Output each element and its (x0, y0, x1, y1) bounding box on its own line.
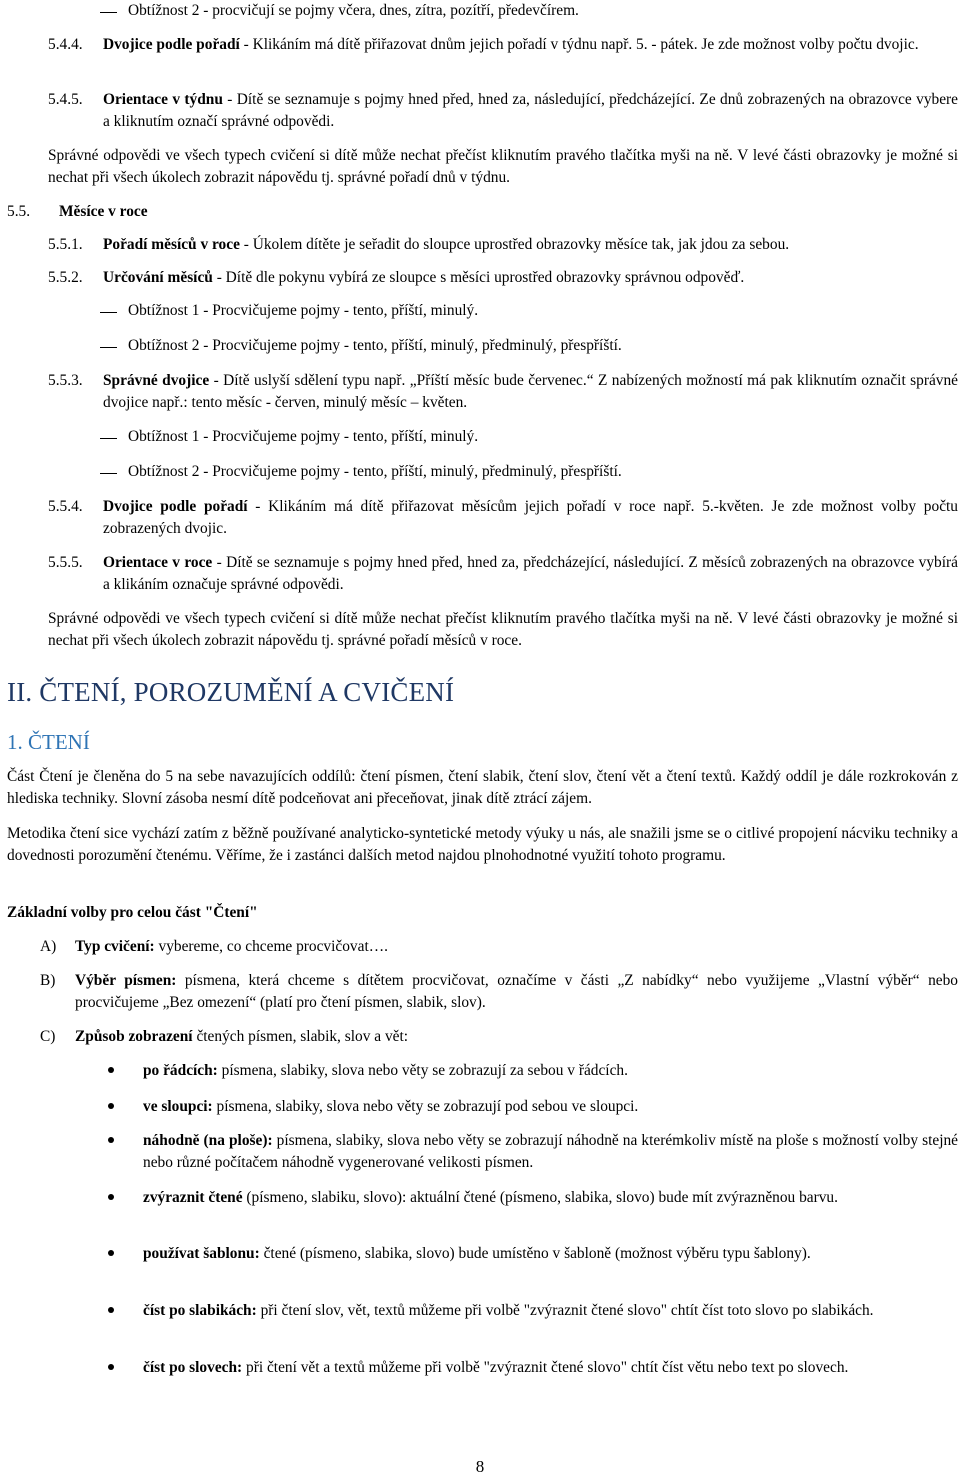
bullet-icon (108, 1307, 114, 1313)
option-a (75, 936, 958, 958)
option-text: čtených písmen, slabik, slov a vět: (192, 1028, 409, 1045)
section-number: 5.5. (7, 203, 31, 220)
section-5-5-4 (103, 496, 958, 540)
chapter-heading: II. ČTENÍ, POROZUMĚNÍ A CVIČENÍ (7, 677, 455, 707)
dash-marker (100, 312, 117, 313)
section-number: 5.5.2. (48, 269, 83, 286)
section-number: 5.5.3. (48, 372, 83, 389)
bullet-title: náhodně (na ploše): (143, 1132, 273, 1149)
bullet-item (143, 1096, 958, 1118)
intro-paragraph: Část Čtení je členěna do 5 na sebe navazujících oddílů: čtení písmen, čtení slabik, čtení slov, čtení vět a čtení textů. Každý oddíl je dále rozkrokován z hlediska techniky. Slovní zásoba nesmí dítě podceňovat ani přeceňovat, jinak dítě ztrácí zájem. (7, 768, 958, 807)
bullet-text: (písmeno, slabiku, slovo): aktuální čtené (písmeno, slabika, slovo) bude mít zvýrazněnou barvu. (242, 1189, 838, 1206)
dash-marker (100, 473, 117, 474)
bullet-icon (108, 1194, 114, 1200)
section-5-4-5 (103, 89, 958, 133)
section-title: Orientace v týdnu (103, 91, 223, 108)
difficulty-item: Obtížnost 2 - Procvičujeme pojmy - tento, příští, minulý, předminulý, přespříští. (128, 463, 622, 480)
bullet-text: písmena, slabiky, slova nebo věty se zobrazují náhodně na kterémkoliv místě na ploše s možností volby stejné nebo různé počítačem náhodně vygenerované velikosti písmen. (143, 1132, 958, 1171)
difficulty-item: Obtížnost 1 - Procvičujeme pojmy - tento, příští, minulý. (128, 302, 479, 319)
section-5-4-4 (103, 34, 958, 56)
bullet-title: číst po slovech: (143, 1359, 243, 1376)
bullet-text: při čtení slov, vět, textů můžeme při volbě "zvýraznit čtené slovo" chtít číst toto slovo po slabikách. (256, 1302, 874, 1319)
bullet-item (143, 1187, 958, 1209)
dash-marker (100, 438, 117, 439)
option-title: Výběr písmen: (75, 972, 177, 989)
bullet-text: písmena, slabiky, slova nebo věty se zobrazují pod sebou ve sloupci. (212, 1098, 639, 1115)
bullet-title: po řádcích: (143, 1062, 218, 1079)
section-title: Pořadí měsíců v roce (103, 236, 240, 253)
section-number: 5.5.1. (48, 236, 83, 253)
option-c (75, 1026, 958, 1048)
bullet-item (143, 1300, 958, 1322)
section-number: 5.5.5. (48, 554, 83, 571)
section-text: - Dítě dle pokynu vybírá ze sloupce s měsíci uprostřed obrazovky správnou odpověď. (212, 269, 745, 286)
option-text: vybereme, co chceme procvičovat…. (154, 938, 388, 955)
dash-marker (100, 12, 117, 13)
option-text: písmena, která chceme s dítětem procvičovat, označíme v části „Z nabídky“ nebo využijeme „Vlastní výběr“ nebo procvičujeme „Bez omezení“ (platí pro čtení písmen, slabik, slov). (75, 972, 959, 1011)
option-title: Typ cvičení: (75, 938, 155, 955)
bullet-title: číst po slabikách: (143, 1302, 257, 1319)
option-label: C) (40, 1028, 56, 1045)
bullet-icon (108, 1364, 114, 1370)
section-number: 5.5.4. (48, 498, 83, 515)
section-title: Dvojice podle pořadí (103, 36, 240, 53)
bullet-item (143, 1357, 958, 1379)
section-number: 5.4.4. (48, 36, 83, 53)
section-number: 5.4.5. (48, 91, 83, 108)
bullet-title: zvýraznit čtené (143, 1189, 243, 1206)
hint-paragraph-months: Správné odpovědi ve všech typech cvičení si dítě může nechat přečíst kliknutím pravého tlačítka myši na ně. V levé části obrazovky je možné si nechat při všech úkolech zobrazit nápovědu tj. správné pořadí měsíců v roce. (48, 610, 958, 649)
bullet-item (143, 1060, 958, 1082)
difficulty-item: Obtížnost 2 - procvičují se pojmy včera, dnes, zítra, pozítří, předevčírem. (128, 2, 579, 19)
section-title-months: Měsíce v roce (59, 203, 148, 220)
method-paragraph: Metodika čtení sice vychází zatím z běžně používané analyticko-syntetické metody výuky u nás, ale snažili jsme se o citlivé propojení nácviku techniky a dovednosti porozumění čtenému. Věříme, že i zastánci dalších metod najdou plnohodnotné využití tohoto programu. (7, 825, 958, 864)
bullet-icon (108, 1067, 114, 1073)
section-text: - Úkolem dítěte je seřadit do sloupce uprostřed obrazovky měsíce tak, jak jdou za sebou. (239, 236, 790, 253)
section-title: Dvojice podle pořadí (103, 498, 248, 515)
section-5-5-3 (103, 370, 958, 414)
section-heading: 1. ČTENÍ (7, 730, 90, 754)
bullet-item (143, 1130, 958, 1174)
bullet-icon (108, 1137, 114, 1143)
section-5-5-2 (103, 267, 958, 289)
bullet-title: používat šablonu: (143, 1245, 260, 1262)
dash-marker (100, 347, 117, 348)
difficulty-item: Obtížnost 2 - Procvičujeme pojmy - tento, příští, minulý, předminulý, přespříští. (128, 337, 622, 354)
bullet-text: písmena, slabiky, slova nebo věty se zobrazují za sebou v řádcích. (217, 1062, 628, 1079)
option-label: A) (40, 938, 57, 955)
option-title: Způsob zobrazení (75, 1028, 193, 1045)
section-title: Určování měsíců (103, 269, 213, 286)
bullet-title: ve sloupci: (143, 1098, 213, 1115)
section-text: - Dítě se seznamuje s pojmy hned před, hned za, následující, předcházející. Ze dnů zobrazených na obrazovce vybere a kliknutím označí správné odpovědi. (103, 91, 958, 130)
bullet-text: čtené (písmeno, slabika, slovo) bude umístěno v šabloně (možnost výběru typu šablony). (259, 1245, 811, 1262)
hint-paragraph-days: Správné odpovědi ve všech typech cvičení si dítě může nechat přečíst kliknutím pravého tlačítka myši na ně. V levé části obrazovky je možné si nechat při všech úkolech zobrazit nápovědu tj. správné pořadí dnů v týdnu. (48, 147, 958, 186)
section-5-5-1 (103, 234, 958, 256)
page-number: 8 (475, 1457, 485, 1476)
option-label: B) (40, 972, 56, 989)
section-5-5-5 (103, 552, 958, 596)
section-text: - Dítě se seznamuje s pojmy hned před, hned za, předcházející, následující. Z měsíců zobrazených na obrazovce vybírá a klikáním označuje správné odpovědi. (103, 554, 958, 593)
bullet-icon (108, 1103, 114, 1109)
difficulty-item: Obtížnost 1 - Procvičujeme pojmy - tento, příští, minulý. (128, 428, 479, 445)
section-title: Orientace v roce (103, 554, 213, 571)
section-title: Správné dvojice (103, 372, 210, 389)
bullet-icon (108, 1250, 114, 1256)
section-text: - Klikáním má dítě přiřazovat dnům jejich pořadí v týdnu např. 5. - pátek. Je zde možnost volby počtu dvojic. (239, 36, 919, 53)
basic-options-title: Základní volby pro celou část "Čtení" (7, 904, 258, 921)
section-text: - Klikáním má dítě přiřazovat měsícům jejich pořadí v roce např. 5.-květen. Je zde možnost volby počtu zobrazených dvojic. (103, 498, 958, 537)
option-b (75, 970, 958, 1014)
bullet-item (143, 1243, 958, 1265)
bullet-text: při čtení vět a textů můžeme při volbě "zvýraznit čtené slovo" chtít číst větu nebo text po slovech. (242, 1359, 849, 1376)
section-text: - Dítě uslyší sdělení typu např. „Příští měsíc bude červenec.“ Z nabízených možností má pak kliknutím označit správné dvojice např.: tento měsíc - červen, minulý měsíc – květen. (103, 372, 958, 411)
